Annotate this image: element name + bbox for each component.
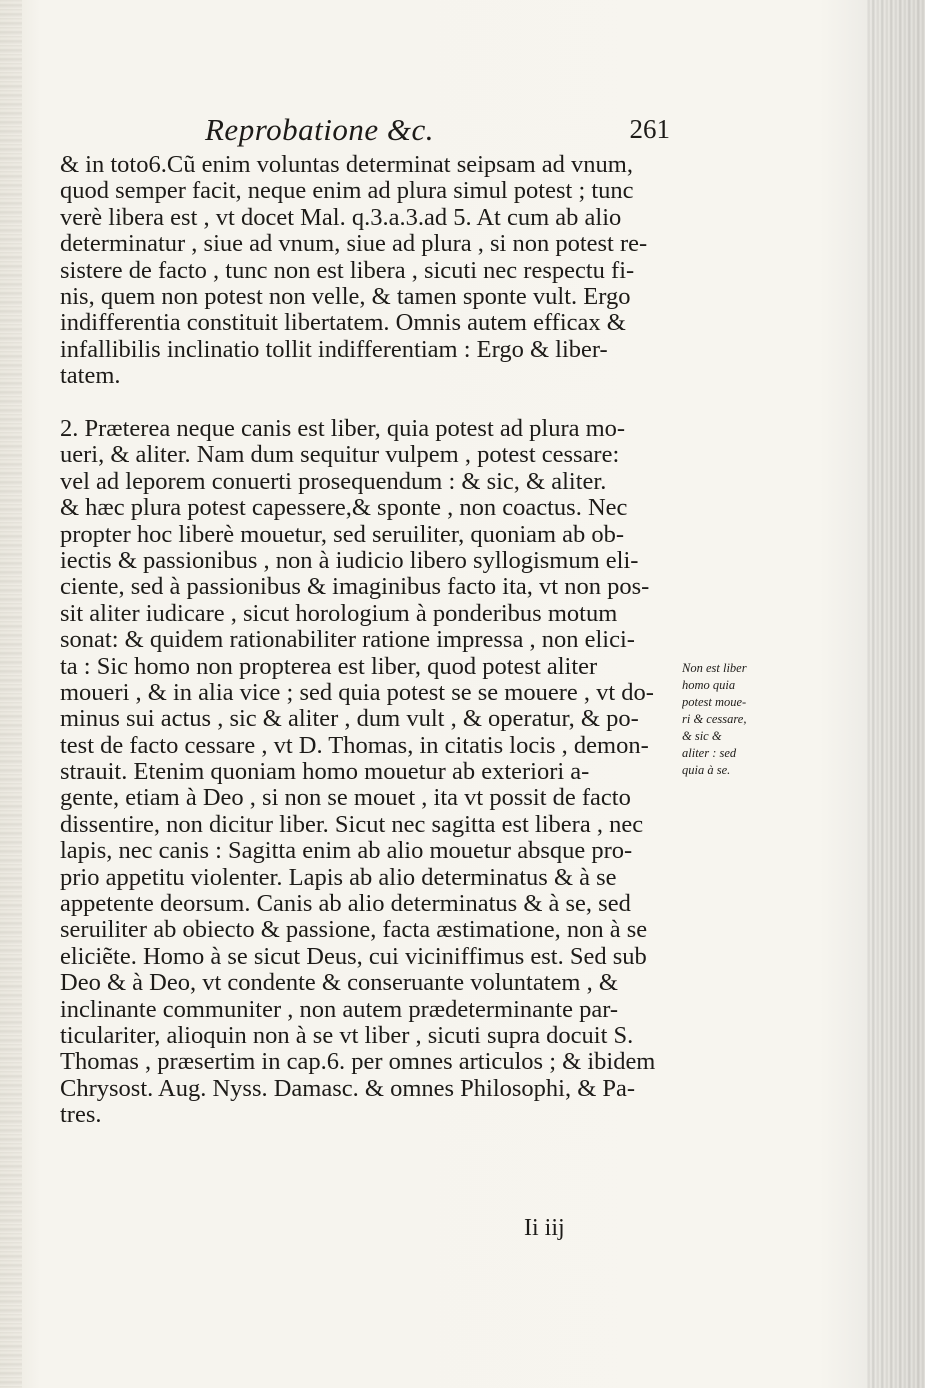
marginal-line: Non est liber (682, 661, 747, 675)
text-line: 2. Præterea neque canis est liber, quia potest ad plura mo- (60, 416, 626, 442)
running-head: Reprobatione &c. (205, 112, 434, 147)
text-line: Thomas , præsertim in cap.6. per omnes articulos ; & ibidem (60, 1049, 656, 1076)
text-line: ticulariter, alioquin non à se vt liber , sicuti supra docuit S. (60, 1022, 634, 1049)
marginal-line: quia à se. (682, 763, 731, 777)
text-line: & hæc plura potest capessere,& sponte , non coactus. Nec (60, 495, 628, 522)
text-line: tatem. (60, 363, 121, 390)
text-line: indifferentia constituit libertatem. Omnis autem efficax & (60, 310, 626, 337)
text-line: appetente deorsum. Canis ab alio determinatus & à se, sed (60, 891, 631, 918)
text-line: ueri, & aliter. Nam dum sequitur vulpem , potest cessare: (60, 442, 620, 469)
marginal-line: ri & cessare, (682, 712, 747, 726)
text-line: infallibilis inclinatio tollit indifferentiam : Ergo & liber- (60, 336, 608, 363)
text-line: seruiliter ab obiecto & passione, facta æstimatione, non à se (60, 917, 648, 944)
text-line: moueri , & in alia vice ; sed quia potest se se mouere , vt do- (60, 679, 654, 706)
text-line: dissentire, non dicitur liber. Sicut nec sagitta est libera , nec (60, 811, 644, 838)
text-line: Deo & à Deo, vt condente & conseruante voluntatem , & (60, 970, 618, 997)
marginal-line: aliter : sed (682, 746, 737, 760)
marginal-line: & sic & (682, 729, 722, 743)
text-line: sonat: & quidem rationabiliter ratione impressa , non elici- (60, 627, 635, 654)
text-line: strauit. Etenim quoniam homo mouetur ab exteriori a- (60, 759, 590, 786)
text-line: verè libera est , vt docet Mal. q.3.a.3.ad 5. At cum ab alio (60, 204, 622, 231)
text-line: iectis & passionibus , non à iudicio libero syllogismum eli- (60, 547, 639, 574)
text-line: propter hoc liberè mouetur, sed seruiliter, quoniam ab ob- (60, 521, 625, 548)
text-line: & in toto6.Cũ enim voluntas determinat seipsam ad vnum, (60, 152, 633, 178)
marginal-line: homo quia (682, 678, 736, 692)
text-line: sistere de facto , tunc non est libera , sicuti nec respectu fi- (60, 257, 635, 284)
page-left-edge (0, 0, 22, 1388)
text-line: sit aliter iudicare , sicut horologium à ponderibus motum (60, 600, 618, 627)
text-line (60, 1129, 680, 1155)
text-line: minus sui actus , sic & aliter , dum vult , & operatur, & po- (60, 706, 639, 733)
text-line: gente, etiam à Deo , si non se mouet , ita vt possit de facto (60, 785, 631, 812)
marginal-line: potest moue- (682, 695, 747, 709)
text-line: ta : Sic homo non propterea est liber, quod potest aliter (60, 653, 598, 680)
text-line: eliciẽte. Homo à se sicut Deus, cui viciniffimus est. Sed sub (60, 943, 647, 970)
page-number: 261 (629, 114, 670, 144)
text-line: nis, quem non potest non velle, & tamen sponte vult. Ergo (60, 283, 631, 310)
text-line: ciente, sed à passionibus & imaginibus facto ita, vt non pos- (60, 574, 650, 601)
text-line: test de facto cessare , vt D. Thomas, in citatis locis , demon- (60, 732, 649, 759)
page-gutter-shadow (867, 0, 925, 1388)
text-line: Chrysost. Aug. Nyss. Damasc. & omnes Philosophi, & Pa- (60, 1075, 636, 1102)
body-text-paragraph-1 (60, 152, 680, 390)
text-line: vel ad leporem conuerti prosequendum : & sic, & aliter. (60, 468, 607, 495)
text-line: quod semper facit, neque enim ad plura simul potest ; tunc (60, 178, 634, 205)
body-text-paragraph-2 (60, 416, 680, 1155)
page-header (205, 112, 670, 156)
text-line: tres. (60, 1102, 102, 1129)
text-line: inclinante communiter , non autem prædeterminante par- (60, 996, 619, 1023)
marginal-note (682, 660, 777, 779)
text-line: determinatur , siue ad vnum, siue ad plura , si non potest re- (60, 231, 648, 258)
signature-mark: Ii iij (524, 1215, 565, 1241)
text-line: lapis, nec canis : Sagitta enim ab alio mouetur absque pro- (60, 838, 633, 865)
text-line: prio appetitu violenter. Lapis ab alio determinatus & à se (60, 864, 617, 891)
